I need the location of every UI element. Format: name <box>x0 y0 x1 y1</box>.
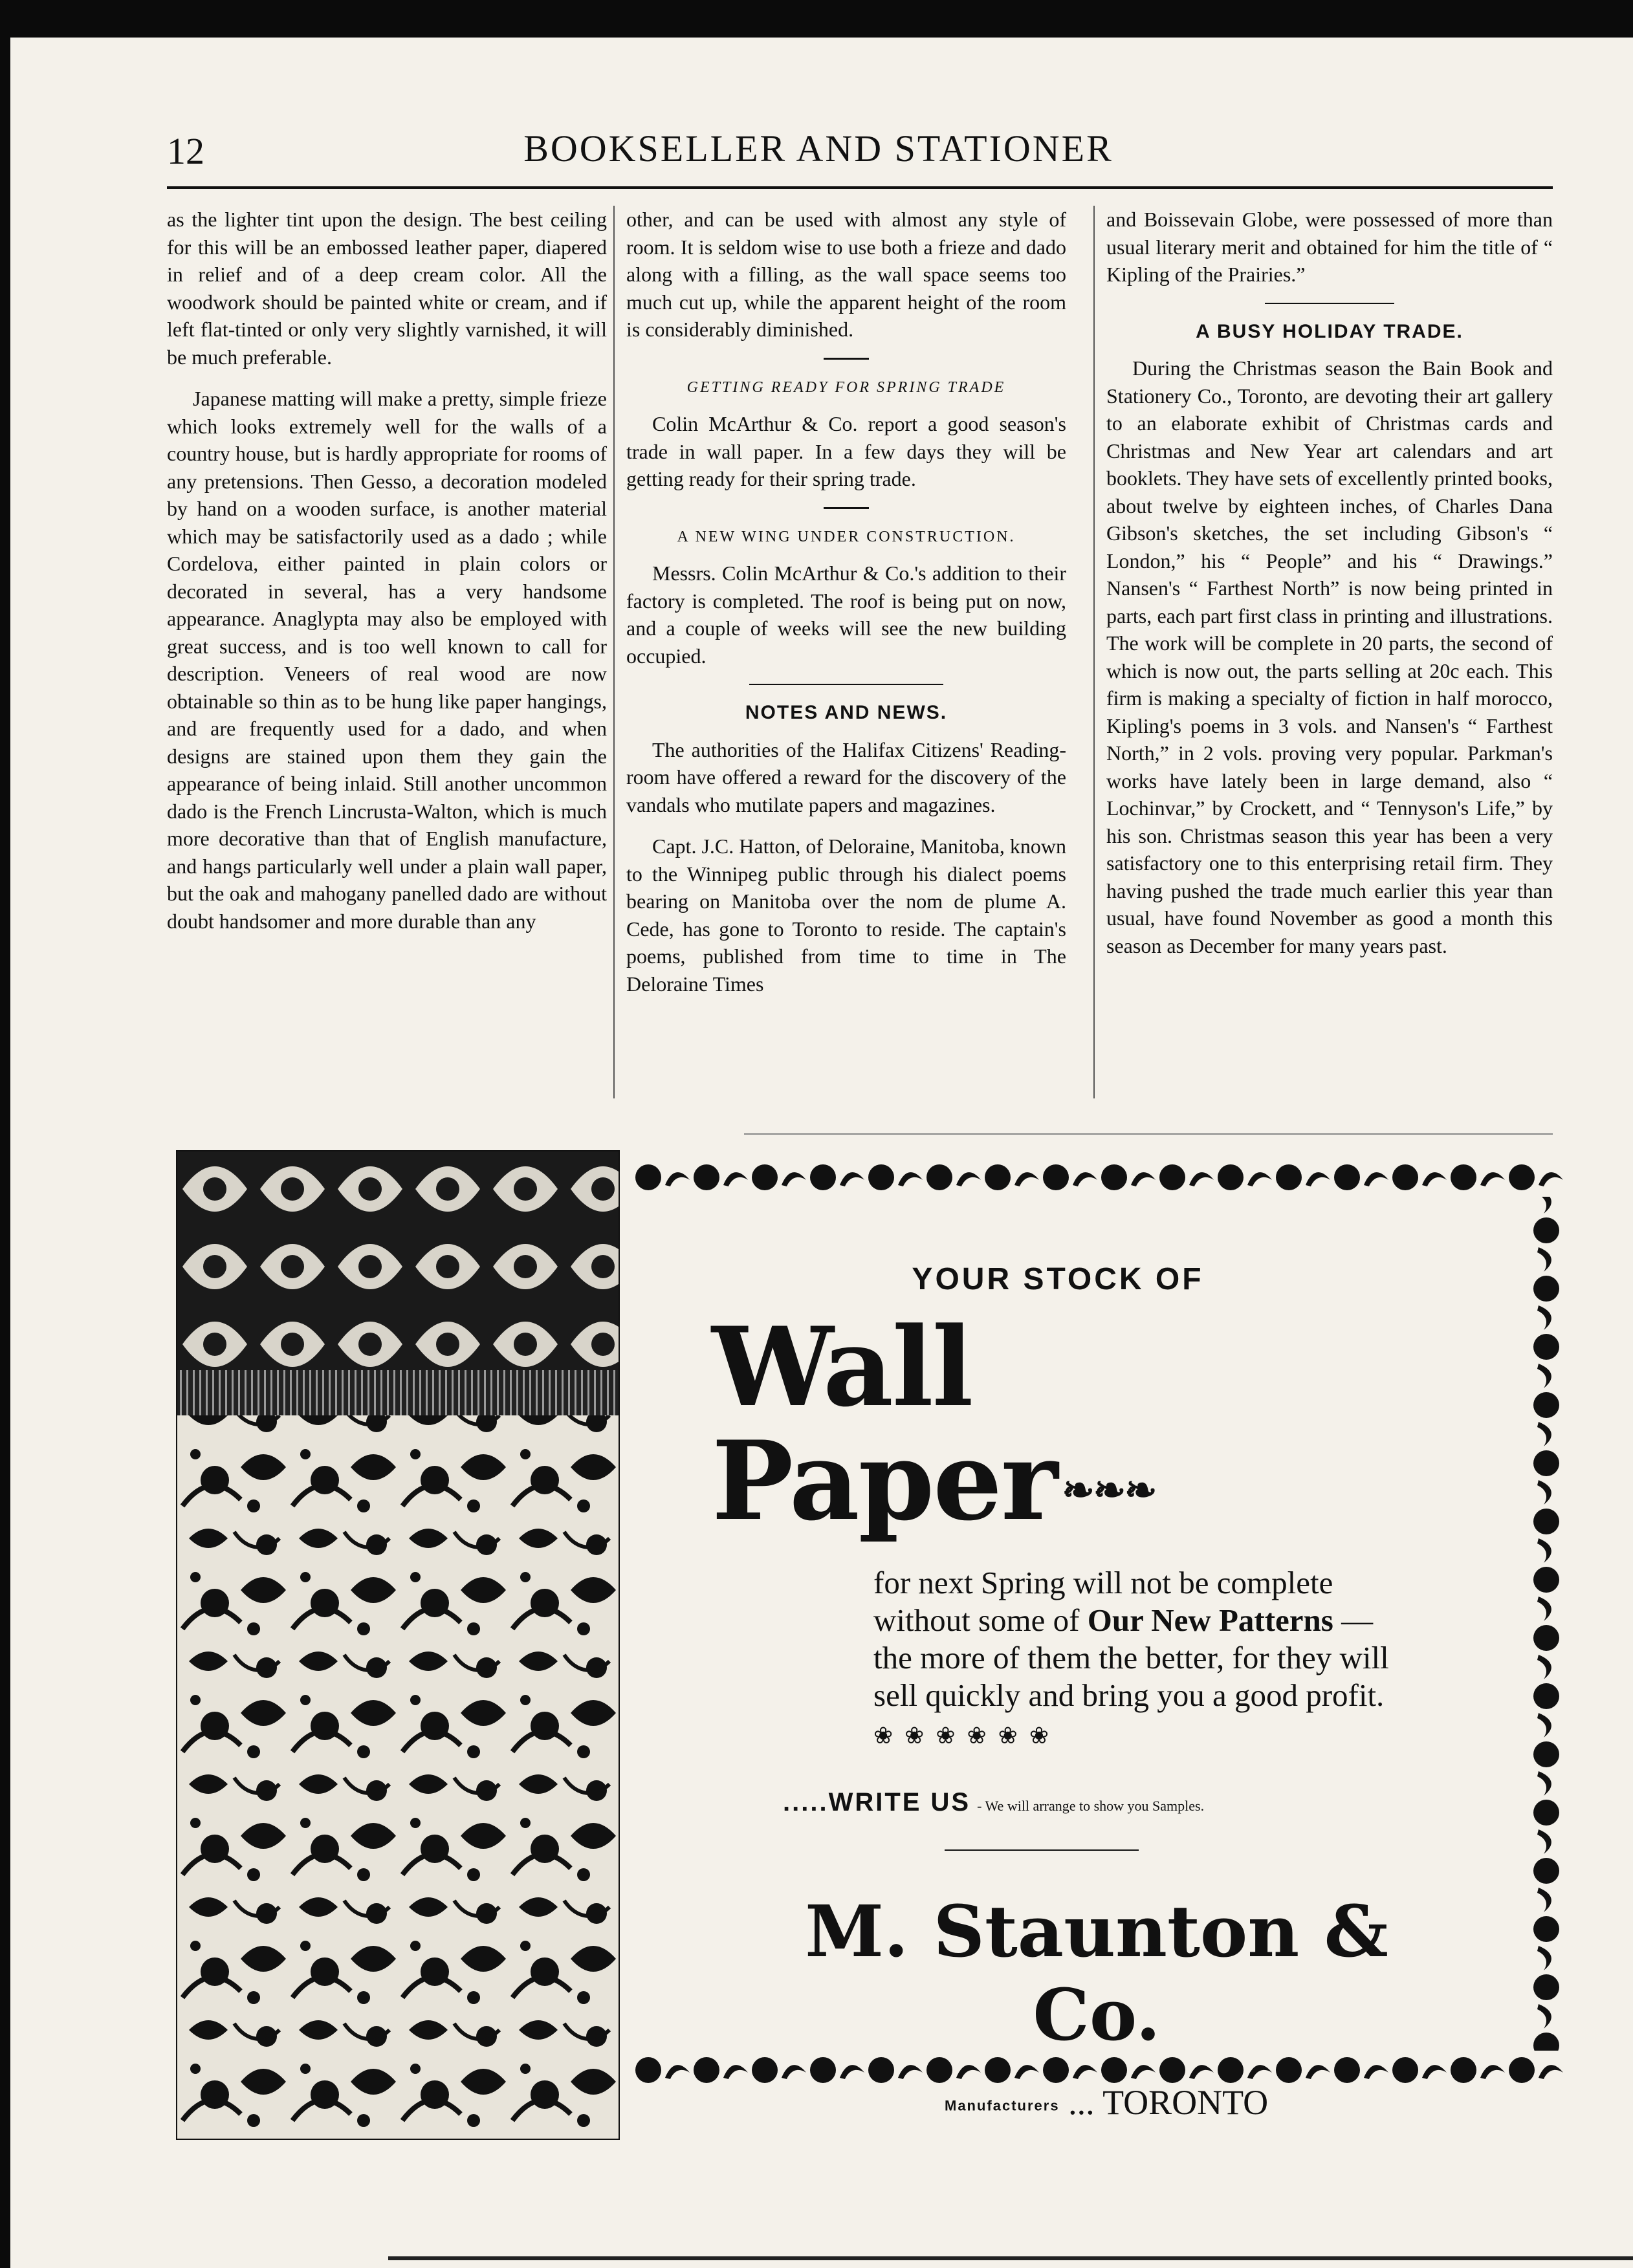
page-number: 12 <box>167 130 204 172</box>
short-rule <box>824 507 869 509</box>
subheading: A NEW WING UNDER CONSTRUCTION. <box>677 528 1016 545</box>
ad-title-text: Wall Paper <box>712 1303 1057 1545</box>
paragraph: Capt. J.C. Hatton, of Deloraine, Manitoba, known to the Winnipeg public through his dialect poems bearing on Manitoba over the nom de plume A. Cede, has gone to Toronto to reside. The captain's poems, published from time to time in The Deloraine Times <box>626 834 1066 996</box>
ad-body-text: —the more of them the better, for they will sell quickly and bring you a good profit. <box>873 1602 1389 1713</box>
paragraph: During the Christmas season the Bain Book and Stationery Co., Toronto, are devoting their art gallery to an elaborate exhibit of Christmas cards and Christmas and New Year art calendars and art booklets. They have sets of excellently printed books, about twelve by eighteen inches, of Charles Dana Gibson's sketches, the set including Gibson's “ London,” his “ People” and his “ Drawings.” Nansen's “ Farthest North” is now being printed in parts, each part first class in printing and illustrations. The work will be complete in 20 parts, the second of which is now out, the parts selling at 20c each. This firm is making a specialty of fiction in half morocco, Kipling's poems in 3 vols. and Nansen's “ Farthest North,” in 2 vols. proving very popular. Parkman's works have lately been in large demand, also “ Lochinvar,” by Crockett, and “ Tennyson's Life,” by his son. Christmas season this year has been a very satisfactory one to this enterprising retail firm. They having pushed the trade much earlier this year than usual, have found November as good a month this season as December for many years past. <box>1106 356 1553 957</box>
paragraph: Japanese matting will make a pretty, simple frieze which looks extremely well for the walls of a country house, but is hardly appropriate for rooms of any pretensions. Then Gesso, a decoration modeled by hand on a wooden surface, is another material which may be satisfactorily used as a dado ; while Cordelova, either painted in plain colors or decorated in several, has a very handsome appearance. Anaglypta may also be employed with great success, and is too well known to call for description. Veneers of real wood are now obtainable so thin as to be hung like paper hangings, and are frequently used for a dado, and when designs are stained upon them they gain the appearance of being inlaid. Still another uncommon dado is the French Lincrusta-Walton, which is much more decorative than that of English manufacture, and hangs particularly well under a plain wall paper, but the oak and mahogany panelled dado are without doubt handsomer and more durable than any <box>167 387 607 933</box>
column-1 <box>167 206 607 949</box>
top-border <box>0 0 1633 38</box>
bottom-rule <box>388 2256 1633 2260</box>
paragraph: Messrs. Colin McArthur & Co.'s addition to their factory is completed. The roof is being put on now, and a couple of weeks will see the new building occupied. <box>626 562 1066 668</box>
running-head: BOOKSELLER AND STATIONER <box>523 127 1113 169</box>
ad-body-text: for next Spring will not be complete without some of <box>873 1564 1333 1638</box>
ad-body-bold: Our New Patterns <box>1087 1602 1333 1638</box>
paragraph: as the lighter tint upon the design. The best ceiling for this will be an embossed leather paper, diapered in relief and of a deep cream color. All the woodwork should be painted white or cream, and if left flat-tinted or only very slightly varnished, it will be much preferable. <box>167 208 607 369</box>
section-heading: NOTES AND NEWS. <box>745 702 948 723</box>
separator-rule <box>744 1133 1553 1135</box>
paragraph: other, and can be used with almost any style of room. It is seldom wise to use both a frieze and dado along with a filling, as the wall space seems too much cut up, while the apparent height of the room is considerably diminished. <box>626 208 1066 341</box>
ad-body <box>873 1564 1410 1754</box>
ornament-icon: ❧❧❧ <box>1062 1467 1156 1513</box>
advertisement <box>686 1261 1430 2122</box>
divider <box>749 684 943 685</box>
wallpaper-sample-image <box>176 1150 620 2140</box>
ad-rule <box>945 1849 1139 1851</box>
column-rule <box>613 206 615 1098</box>
ad-footer <box>945 2082 1430 2122</box>
divider <box>1265 303 1394 304</box>
column-rule <box>1093 206 1095 1098</box>
section-heading: A BUSY HOLIDAY TRADE. <box>1196 320 1463 342</box>
manufacturers-label: Manufacturers <box>945 2097 1060 2114</box>
ad-title <box>712 1303 1430 1545</box>
write-us-label: .....WRITE US <box>783 1787 971 1816</box>
left-border <box>0 38 10 2268</box>
column-2 <box>626 206 1066 1012</box>
firm-name: M. Staunton & Co. <box>805 1889 1388 2056</box>
paragraph: The authorities of the Halifax Citizens' Reading-room have offered a reward for the discovery of the vandals who mutilate papers and magazines. <box>626 737 1066 816</box>
fleuron-icons: ❀❀❀❀❀❀ <box>873 1722 1060 1749</box>
paragraph: and Boissevain Globe, were possessed of more than usual literary merit and obtained for him the title of “ Kipling of the Prairies.” <box>1106 208 1553 286</box>
subheading: GETTING READY FOR SPRING TRADE <box>686 378 1006 396</box>
ad-write-line <box>783 1787 1430 1817</box>
paragraph: Colin McArthur & Co. report a good season's trade in wall paper. In a few days they will be getting ready for their spring trade. <box>626 412 1066 490</box>
head-rule <box>167 186 1553 189</box>
column-3 <box>1106 206 1553 974</box>
short-rule <box>824 358 869 360</box>
ad-heading: YOUR STOCK OF <box>912 1262 1204 1296</box>
write-us-note: - We will arrange to show you Samples. <box>977 1797 1205 1814</box>
city-label: ... TORONTO <box>1068 2082 1269 2122</box>
